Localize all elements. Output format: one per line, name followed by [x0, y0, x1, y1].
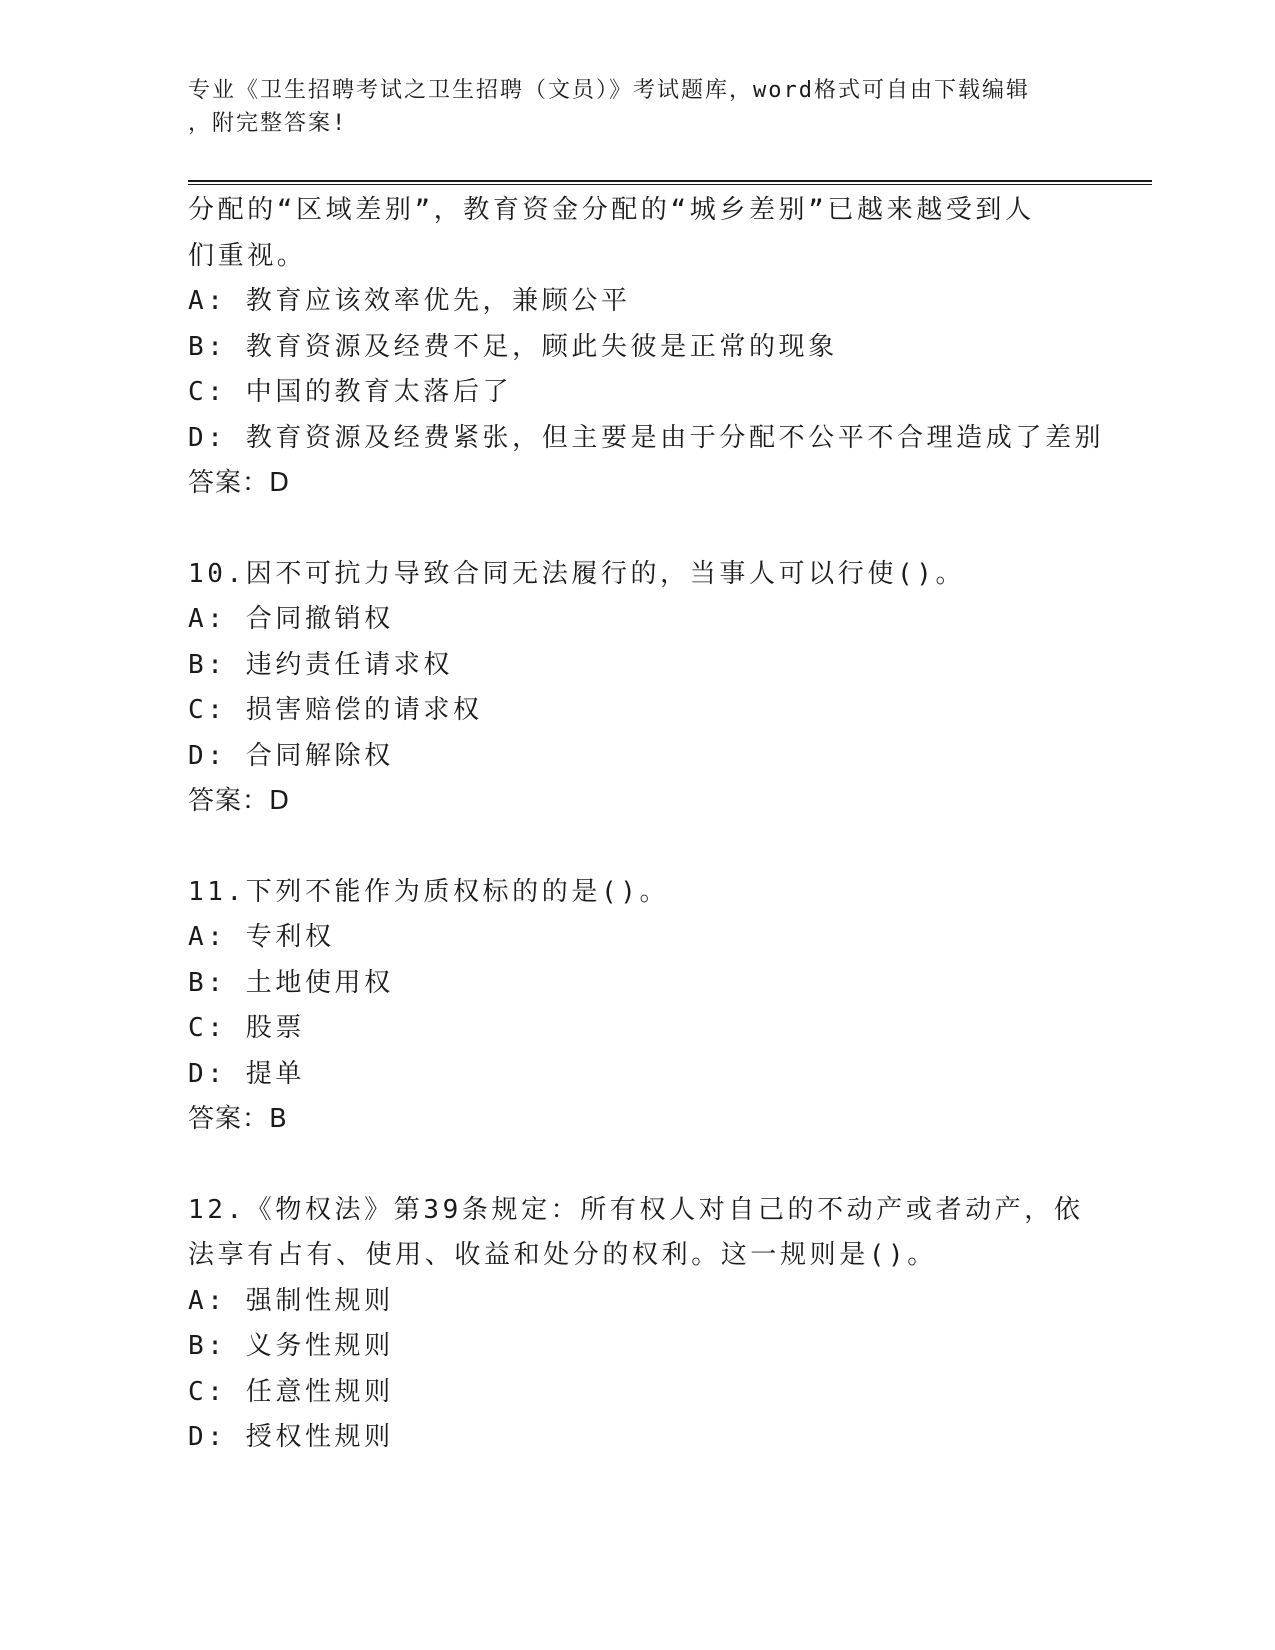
- option-d: D: 教育资源及经费紧张，但主要是由于分配不公平不合理造成了差别: [188, 422, 1105, 453]
- option-a: A: 合同撤销权: [188, 604, 394, 634]
- option-a: A: 专利权: [188, 922, 335, 952]
- header-divider-thin: [188, 184, 1152, 185]
- option-b: B: 义务性规则: [188, 1331, 394, 1361]
- question-continued: [188, 188, 1105, 507]
- option-c: C: 损害赔偿的请求权: [188, 695, 483, 725]
- question-10: [188, 552, 1088, 825]
- option-c: C: 股票: [188, 1013, 305, 1043]
- question-11: [188, 870, 1088, 1143]
- header-divider-thick: [188, 180, 1152, 182]
- header-line-2: ，附完整答案!: [188, 111, 348, 136]
- question-stem-line: 10.因不可抗力导致合同无法履行的，当事人可以行使()。: [188, 558, 966, 589]
- option-d: D: 合同解除权: [188, 740, 394, 771]
- option-d: D: 提单: [188, 1058, 305, 1089]
- option-d: D: 授权性规则: [188, 1422, 394, 1452]
- option-b: B: 教育资源及经费不足，顾此失彼是正常的现象: [188, 331, 838, 362]
- option-b: B: 违约责任请求权: [188, 649, 453, 680]
- question-stem-line: 12.《物权法》第39条规定：所有权人对自己的不动产或者动产，依: [188, 1194, 1084, 1225]
- answer-line: 答案：D: [188, 786, 291, 816]
- option-a: A: 教育应该效率优先，兼顾公平: [188, 286, 631, 316]
- option-b: B: 土地使用权: [188, 967, 394, 998]
- option-a: A: 强制性规则: [188, 1285, 394, 1316]
- question-stem-line: 分配的“区域差别”，教育资金分配的“城乡差别”已越来越受到人: [188, 195, 1035, 225]
- question-stem-line: 法享有占有、使用、收益和处分的权利。这一规则是()。: [188, 1240, 937, 1270]
- answer-line: 答案：B: [188, 1104, 288, 1134]
- question-content: [188, 188, 1105, 1461]
- question-stem-line: 11.下列不能作为质权标的的是()。: [188, 876, 670, 907]
- option-c: C: 中国的教育太落后了: [188, 377, 513, 407]
- question-12: [188, 1188, 1088, 1461]
- answer-line: 答案：D: [188, 468, 291, 498]
- option-c: C: 任意性规则: [188, 1376, 394, 1407]
- header-line-1: 专业《卫生招聘考试之卫生招聘（文员）》考试题库，word格式可自由下载编辑: [188, 78, 1030, 103]
- document-header: [188, 74, 1068, 140]
- question-stem-line: 们重视。: [188, 240, 307, 271]
